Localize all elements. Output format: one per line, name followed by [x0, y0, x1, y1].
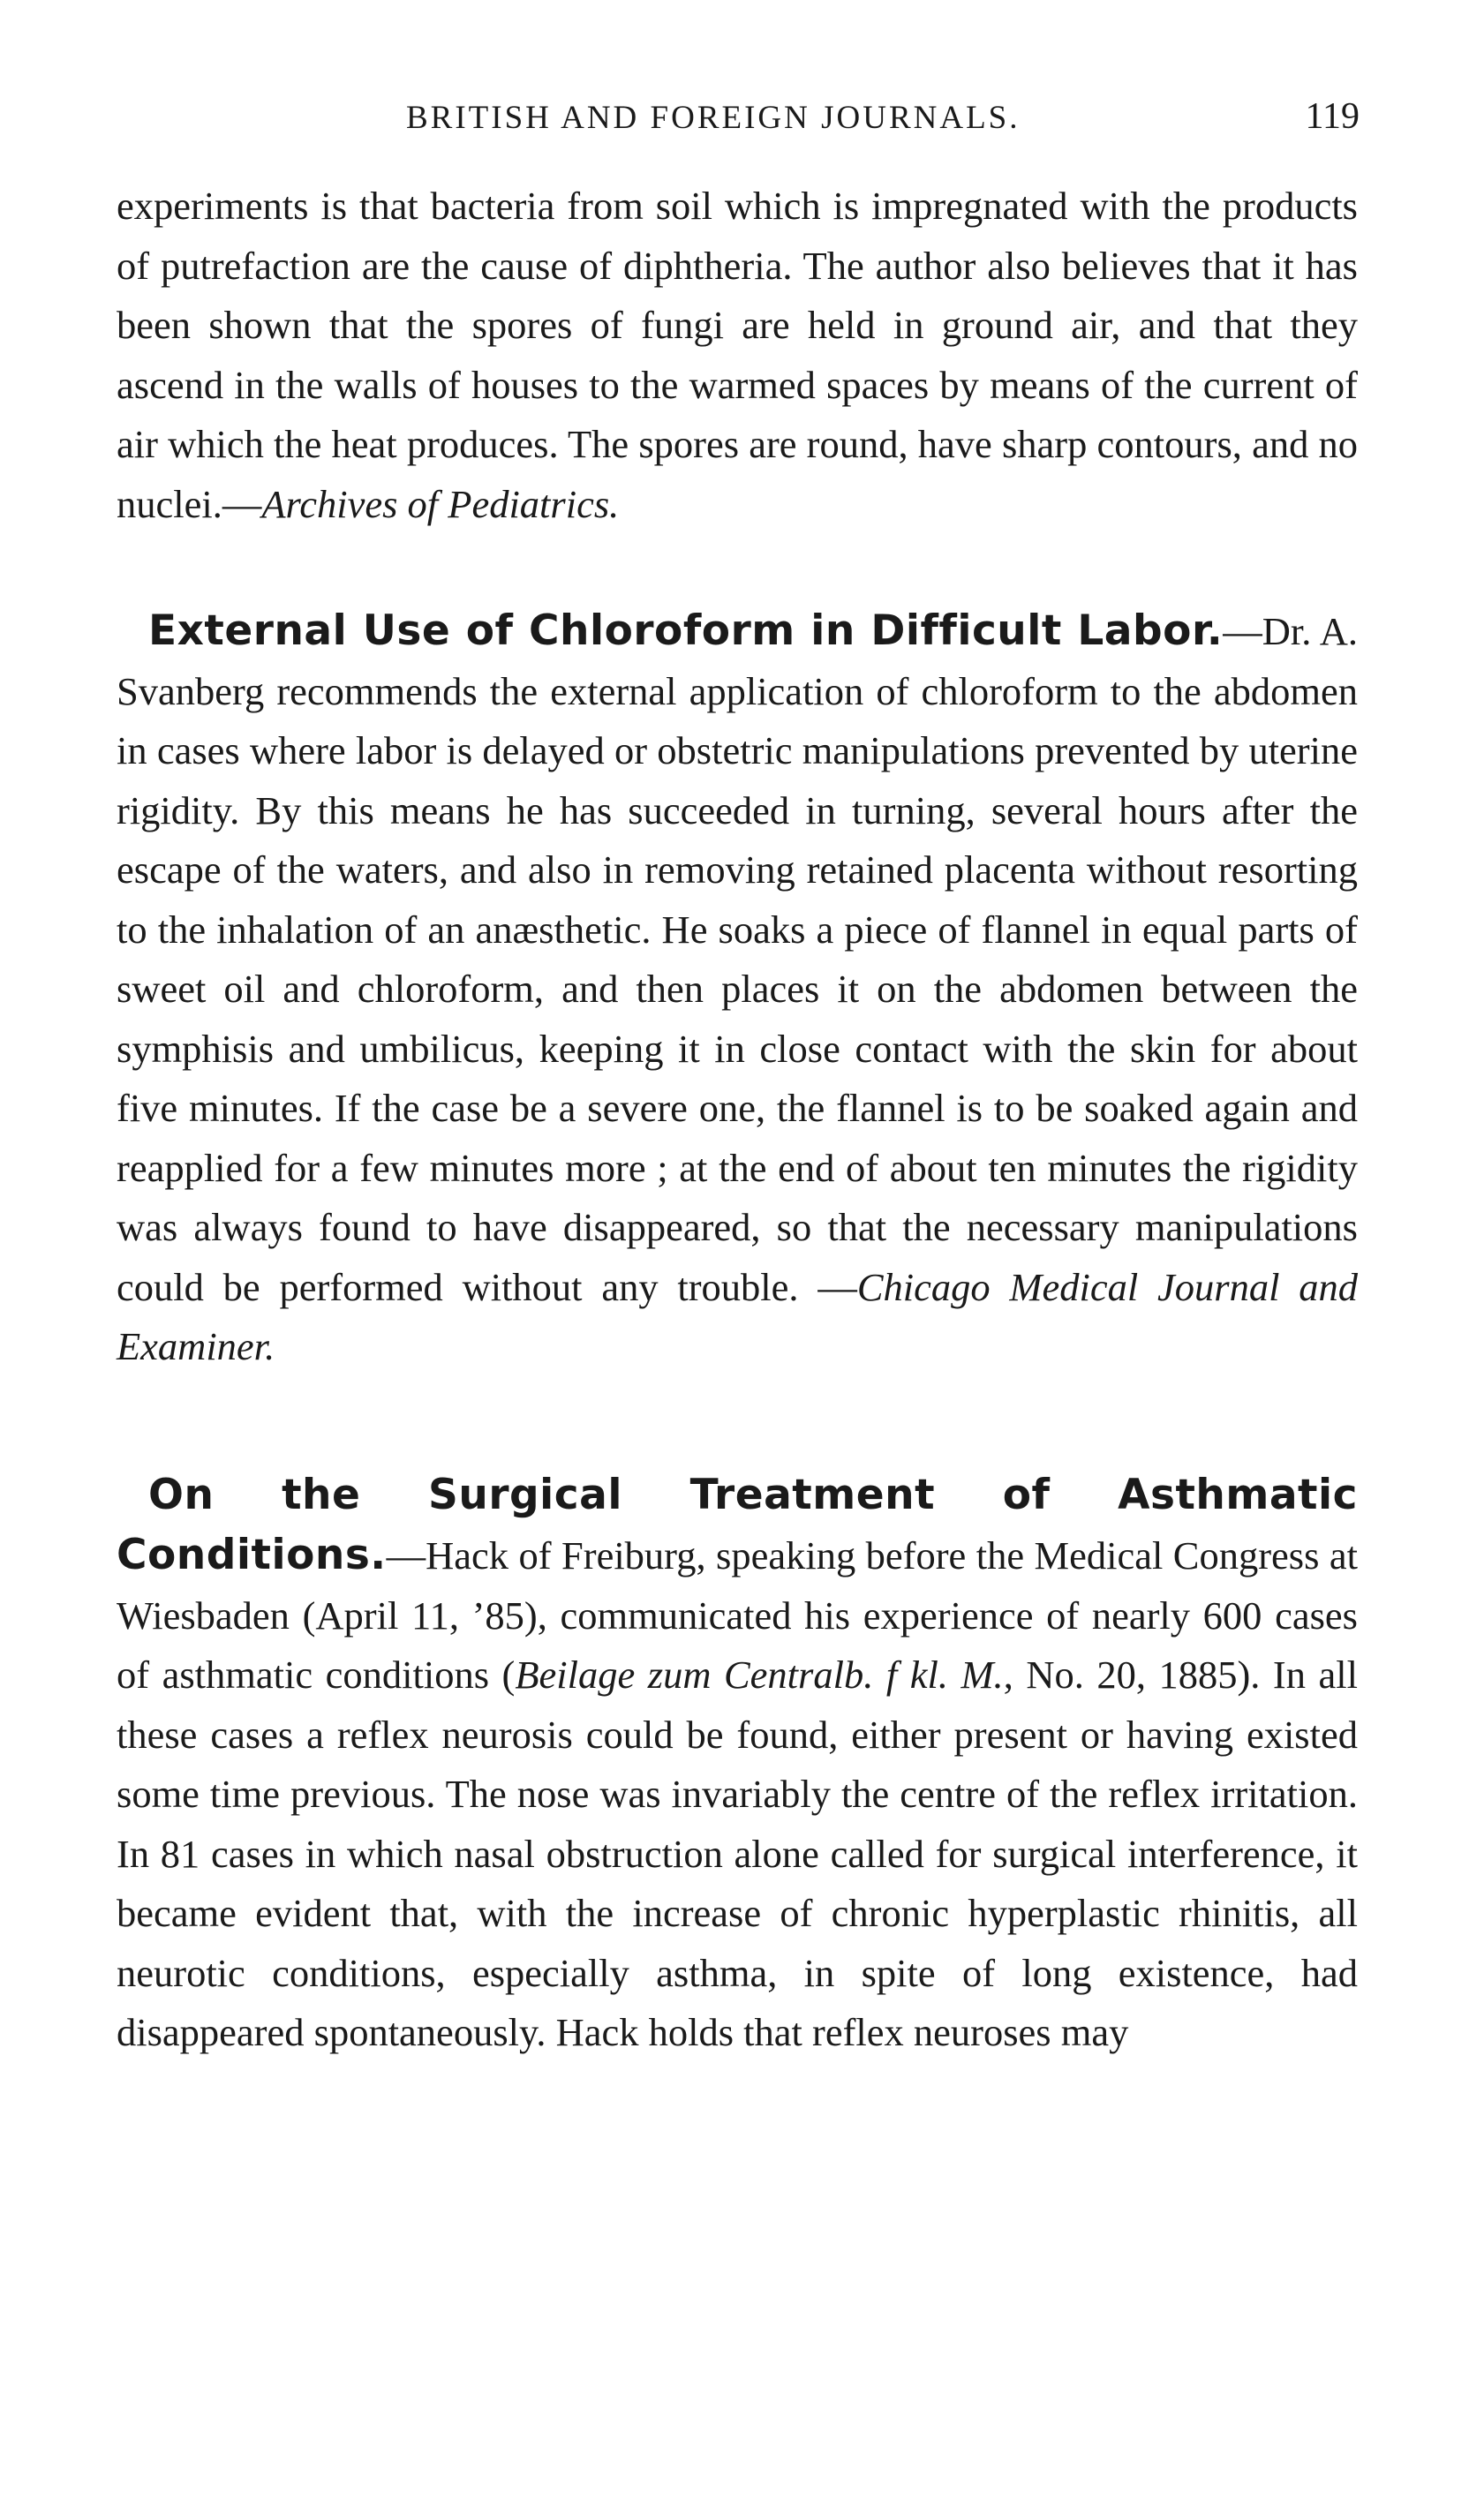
intro-text: experiments is that bacteria from soil which is impregnated with the products of putrefaction are the cause of diphtheria. The author also believes that it has been shown that the spores of fungi are held in ground air, and that they ascend in the walls of houses to the warmed spaces by means of the current of air which the heat produces. The spores are round, have sharp contours, and no nuclei.—	[117, 184, 1358, 526]
article-chloroform-body: —Dr. A. Svanberg recommends the external application of chloroform to the abdomen in cases where labor is delayed or obstetric manipulations prevented by uterine rigidity. By this means he has succeeded in turning, several hours after the escape of the waters, and also in removing retained placenta without resorting to the inhalation of an anæsthetic. He soaks a piece of flannel in equal parts of sweet oil and chloroform, and then places it on the abdomen between the symphisis and umbilicus, keeping it in close contact with the skin for about five minutes. If the case be a severe one, the flannel is to be soaked again and reapplied for a few minutes more ; at the end of about ten minutes the rigidity was always found to have disappeared, so that the necessary manipulations could be performed without any trouble. —	[117, 609, 1359, 1309]
article-asthma-citation: Beilage zum Centralb. f kl. M.	[515, 1653, 1004, 1697]
article-asthma	[117, 1465, 1358, 2063]
article-chloroform-source: Chicago Medical Journal and Examiner.	[117, 1264, 1358, 1368]
intro-source: Archives of Pediatrics.	[261, 481, 620, 526]
article-asthma-heading: On the Surgical Treatment of Asthmatic Conditions.	[117, 1470, 1358, 1579]
running-title: BRITISH AND FOREIGN JOURNALS.	[406, 100, 1021, 136]
section-gap	[117, 1377, 1358, 1465]
running-head	[406, 95, 1360, 148]
page-body	[117, 177, 1358, 2063]
article-asthma-body-2: , No. 20, 1885). In all these cases a reflex neurosis could be found, either present or having existed some time previous. The nose was invariably the centre of the reflex irritation. In 81 cases in which nasal obstruction alone called for surgical interference, it became evident that, with the increase of chronic hyperplastic rhinitis, all neurotic conditions, especially asthma, in spite of long existence, had disappeared spontaneously. Hack holds that reflex neuroses may	[117, 1653, 1358, 2054]
section-gap	[117, 534, 1358, 601]
page-number: 119	[1305, 96, 1360, 137]
article-asthma-body-1: —Hack of Freiburg, speaking before the Medical Congress at Wiesbaden (April 11, ’85), communicated his experience of nearly 600 cases of asthmatic conditions (	[117, 1533, 1358, 1697]
article-chloroform-heading: External Use of Chloroform in Difficult Labor.	[148, 606, 1224, 655]
intro-paragraph	[117, 177, 1358, 534]
article-chloroform	[117, 601, 1358, 1377]
